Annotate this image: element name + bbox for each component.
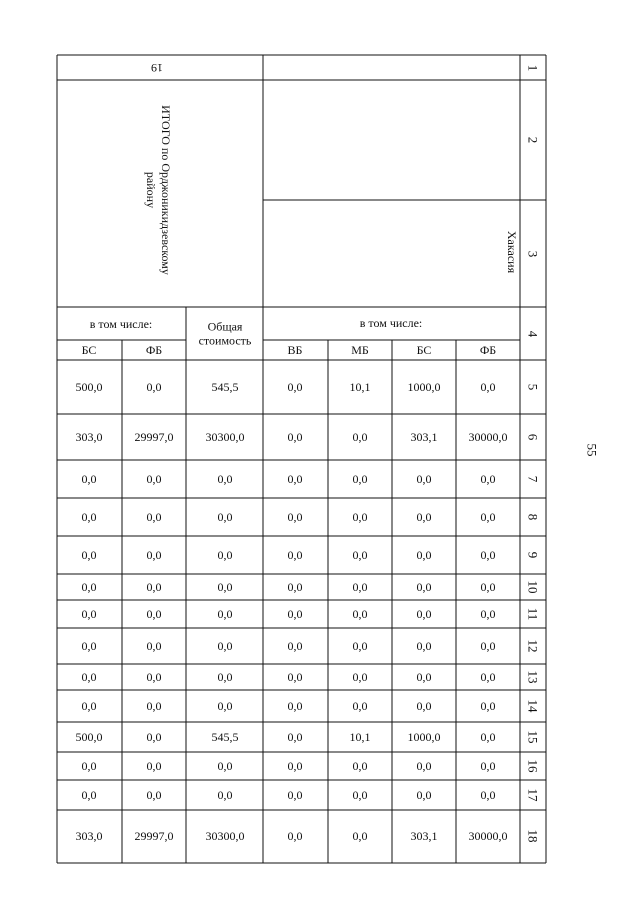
cell-vb: 0,0: [287, 730, 303, 744]
cell-bs-left: 0,0: [81, 580, 97, 594]
cell-total-cost: 545,5: [211, 380, 239, 394]
cell-mb: 0,0: [352, 639, 368, 653]
cell-bs-left: 0,0: [81, 607, 97, 621]
cell-fb-left: 0,0: [146, 380, 162, 394]
cell-bs-left: 500,0: [75, 730, 103, 744]
cell-bs-right: 1000,0: [407, 730, 441, 744]
cell-fb-left: 0,0: [146, 548, 162, 562]
cell-vb: 0,0: [287, 699, 303, 713]
cell-bs-left: 0,0: [81, 670, 97, 684]
cell-total-cost: 0,0: [217, 472, 233, 486]
cell-bs-left: 0,0: [81, 510, 97, 524]
cell-bs-right: 0,0: [416, 580, 432, 594]
cell-fb-right: 0,0: [480, 670, 496, 684]
cell-bs-right: 0,0: [416, 548, 432, 562]
cell-mb: 0,0: [352, 699, 368, 713]
cell-bs-left: 0,0: [81, 639, 97, 653]
cell-bs-left: 0,0: [81, 699, 97, 713]
subheader-fb-right: ФБ: [479, 343, 497, 357]
column-number-15: 15: [525, 730, 541, 744]
cell-total-cost: 0,0: [217, 510, 233, 524]
itogo-label: [143, 105, 173, 275]
cell-total-cost: 0,0: [217, 788, 233, 802]
column-number-11: 11: [525, 607, 541, 621]
cell-bs-right: 0,0: [416, 759, 432, 773]
cell-vb: 0,0: [287, 788, 303, 802]
column-number-7: 7: [525, 475, 541, 483]
cell-total-cost: 0,0: [217, 670, 233, 684]
cell-fb-left: 0,0: [146, 639, 162, 653]
cell-bs-right: 303,1: [410, 430, 438, 444]
cell-fb-left: 0,0: [146, 670, 162, 684]
cell-total-cost: 0,0: [217, 699, 233, 713]
cell-vb: 0,0: [287, 380, 303, 394]
column-number-3: 3: [525, 250, 541, 258]
cell-fb-right: 30000,0: [468, 829, 508, 843]
cell-fb-right: 0,0: [480, 607, 496, 621]
cell-total-cost: 545,5: [211, 730, 239, 744]
cell-fb-right: 0,0: [480, 788, 496, 802]
column-number-14: 14: [525, 699, 541, 713]
obshaya-line1: Общая: [207, 319, 243, 334]
itogo-label-line1: ИТОГО по Орджоникидзевскому: [159, 105, 173, 275]
subheader-fb-left: ФБ: [145, 343, 163, 357]
cell-bs-right: 0,0: [416, 699, 432, 713]
page-number: 55: [584, 443, 600, 457]
cell-vb: 0,0: [287, 670, 303, 684]
cell-mb: 0,0: [352, 829, 368, 843]
column-number-4: 4: [525, 330, 541, 338]
column-number-6: 6: [525, 433, 541, 441]
cell-bs-right: 0,0: [416, 788, 432, 802]
column-number-9: 9: [525, 551, 541, 559]
column-number-1: 1: [525, 64, 541, 72]
cell-vb: 0,0: [287, 607, 303, 621]
cell-total-cost: 0,0: [217, 607, 233, 621]
cell-bs-right: 0,0: [416, 510, 432, 524]
cell-vb: 0,0: [287, 510, 303, 524]
cell-vb: 0,0: [287, 430, 303, 444]
column-number-13: 13: [525, 670, 541, 684]
cell-total-cost: 0,0: [217, 759, 233, 773]
cell-bs-right: 303,1: [410, 829, 438, 843]
cell-bs-right: 0,0: [416, 607, 432, 621]
cell-fb-left: 0,0: [146, 788, 162, 802]
cell-bs-right: 1000,0: [407, 380, 441, 394]
cell-fb-right: 0,0: [480, 510, 496, 524]
cell-mb: 0,0: [352, 472, 368, 486]
column-number-8: 8: [525, 513, 541, 521]
cell-mb: 0,0: [352, 607, 368, 621]
cell-mb: 0,0: [352, 670, 368, 684]
cell-mb: 0,0: [352, 430, 368, 444]
cell-bs-left: 500,0: [75, 380, 103, 394]
cell-bs-left: 0,0: [81, 788, 97, 802]
cell-total-cost: 0,0: [217, 548, 233, 562]
cell-mb: 0,0: [352, 580, 368, 594]
cell-fb-left: 0,0: [146, 580, 162, 594]
row-number-19: 19: [151, 61, 163, 75]
obshaya-line2: стоимость: [198, 334, 252, 348]
cell-fb-right: 0,0: [480, 580, 496, 594]
v-tom-chisle-right: в том числе:: [359, 316, 423, 330]
cell-total-cost: 0,0: [217, 639, 233, 653]
cell-bs-left: 0,0: [81, 472, 97, 486]
cell-fb-left: 0,0: [146, 699, 162, 713]
column-number-2: 2: [525, 136, 541, 144]
cell-vb: 0,0: [287, 759, 303, 773]
cell-vb: 0,0: [287, 472, 303, 486]
cell-fb-right: 0,0: [480, 759, 496, 773]
column-number-10: 10: [525, 580, 541, 594]
column-number-5: 5: [525, 383, 541, 391]
v-tom-chisle-left: в том числе:: [89, 317, 153, 331]
cell-vb: 0,0: [287, 580, 303, 594]
cell-total-cost: 0,0: [217, 580, 233, 594]
cell-fb-right: 0,0: [480, 730, 496, 744]
cell-mb: 0,0: [352, 510, 368, 524]
cell-fb-left: 0,0: [146, 510, 162, 524]
cell-fb-right: 0,0: [480, 639, 496, 653]
cell-mb: 10,1: [349, 730, 371, 744]
cell-total-cost: 30300,0: [205, 430, 245, 444]
cell-bs-right: 0,0: [416, 670, 432, 684]
cell-total-cost: 30300,0: [205, 829, 245, 843]
column-number-12: 12: [525, 639, 541, 653]
cell-fb-right: 0,0: [480, 380, 496, 394]
cell-bs-right: 0,0: [416, 639, 432, 653]
cell-fb-left: 0,0: [146, 730, 162, 744]
subheader-vb: ВБ: [287, 343, 303, 357]
cell-bs-left: 303,0: [75, 430, 103, 444]
cell-fb-left: 29997,0: [134, 829, 174, 843]
cell-vb: 0,0: [287, 548, 303, 562]
cell-fb-left: 0,0: [146, 759, 162, 773]
cell-bs-left: 0,0: [81, 548, 97, 562]
column-number-18: 18: [525, 829, 541, 843]
cell-mb: 10,1: [349, 380, 371, 394]
subheader-bs-left: БС: [81, 343, 97, 357]
cell-fb-left: 0,0: [146, 607, 162, 621]
subheader-bs-right: БС: [416, 343, 432, 357]
cell-fb-left: 29997,0: [134, 430, 174, 444]
cell-fb-right: 30000,0: [468, 430, 508, 444]
cell-bs-left: 303,0: [75, 829, 103, 843]
cell-mb: 0,0: [352, 759, 368, 773]
cell-bs-right: 0,0: [416, 472, 432, 486]
cell-mb: 0,0: [352, 548, 368, 562]
column-number-17: 17: [525, 788, 541, 802]
subheader-mb: МБ: [351, 343, 369, 357]
cell-vb: 0,0: [287, 829, 303, 843]
cell-mb: 0,0: [352, 788, 368, 802]
cell-vb: 0,0: [287, 639, 303, 653]
cell-fb-right: 0,0: [480, 548, 496, 562]
cell-fb-right: 0,0: [480, 472, 496, 486]
region-label: Хакасия: [505, 230, 519, 274]
cell-fb-left: 0,0: [146, 472, 162, 486]
cell-bs-left: 0,0: [81, 759, 97, 773]
obshaya-stoimost-header: [199, 320, 252, 349]
itogo-label-line2: району: [144, 171, 158, 209]
cell-fb-right: 0,0: [480, 699, 496, 713]
column-number-16: 16: [525, 759, 541, 773]
